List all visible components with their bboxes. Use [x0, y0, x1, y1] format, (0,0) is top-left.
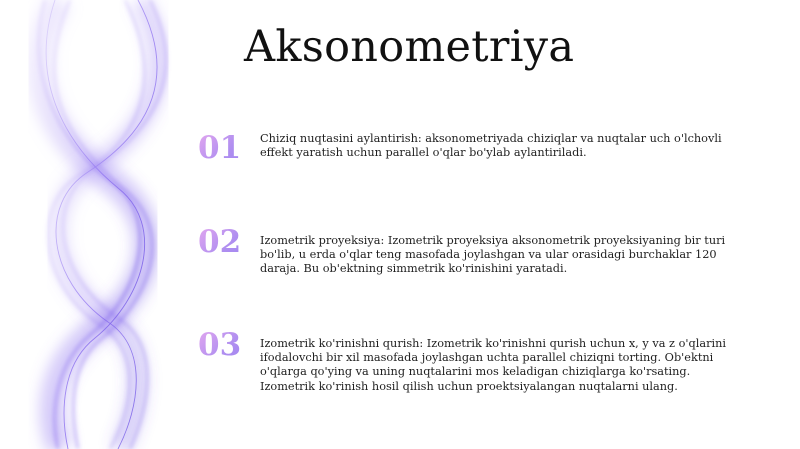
item-number: 02 [198, 224, 254, 260]
slide-title: Aksonometriya [244, 22, 575, 72]
item-text: Chiziq nuqtasini aylantirish: aksonometriyada chiziqlar va nuqtalar uch o'lchovli effekt yaratish uchun parallel o'qlar bo'ylab aylantiriladi. [260, 132, 722, 160]
item-number: 01 [198, 130, 254, 166]
purple-smoke-ribbon-decoration [0, 0, 200, 449]
item-text: Izometrik ko'rinishni qurish: Izometrik ko'rinishni qurish uchun x, y va z o'qlarini ifodalovchi bir xil masofada joylashgan uchta parallel chiziqni torting. Ob'ektni o'qlarga qo'ying va uning nuqtalarini mos keladigan chiziqlarga ko'rsating. Izometrik ko'rinish hosil qilish uchun proektsiyalangan nuqtalarni ulang. [260, 337, 726, 393]
item-number: 03 [198, 327, 254, 363]
item-text: Izometrik proyeksiya: Izometrik proyeksiya aksonometrik proyeksiyaning bir turi bo'lib, u erda o'qlar teng masofada joylashgan va ular orasidagi burchaklar 120 daraja. Bu ob'ektning simmetrik ko'rinishini yaratadi. [260, 234, 726, 276]
